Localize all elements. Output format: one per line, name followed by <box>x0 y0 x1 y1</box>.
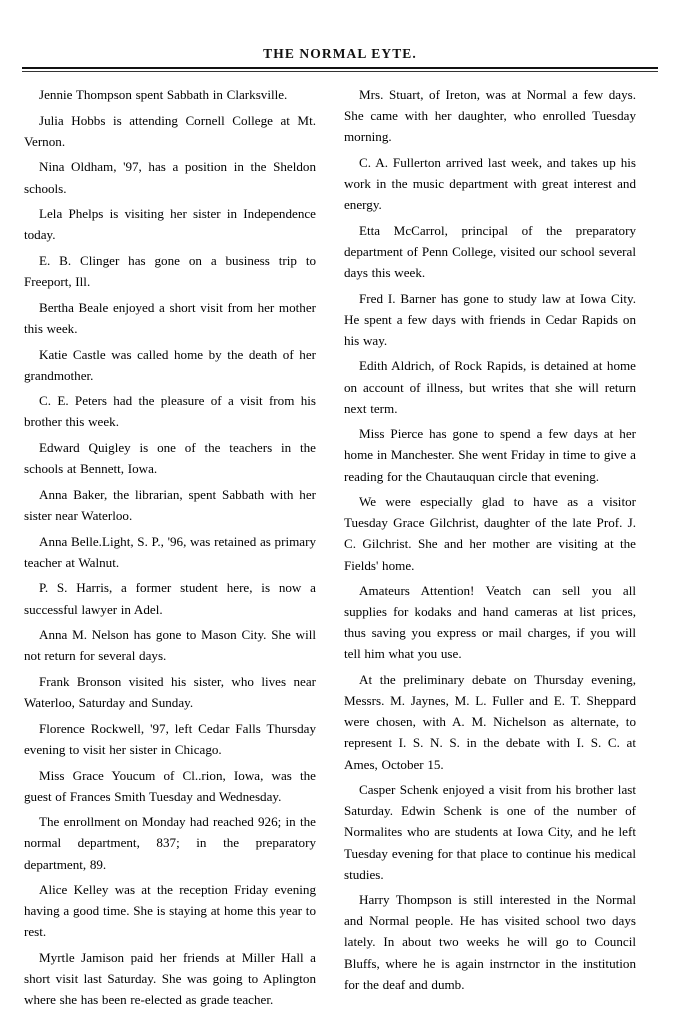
news-brief: At the preliminary debate on Thursday evening, Messrs. M. Jaynes, M. L. Fuller and E. T. Sheppard were chosen, with A. M. Nichelson as alternate, to represent I. S. N. S. in the debate with I. S. C. at Ames, October 15. <box>344 672 636 772</box>
news-brief: E. B. Clinger has gone on a business trip to Freeport, Ill. <box>24 253 316 290</box>
news-brief: P. S. Harris, a former student here, is now a successful lawyer in Adel. <box>24 580 316 617</box>
news-brief: Anna Belle.Light, S. P., '96, was retained as primary teacher at Walnut. <box>24 533 316 570</box>
column-left <box>24 84 330 1010</box>
news-brief: Harry Thompson is still interested in the Normal and Normal people. He has visited school two days lately. In about two weeks he will go to Council Bluffs, where he is again instrnctor in the institution for the deaf and dumb. <box>344 892 636 992</box>
article-columns <box>24 84 656 1010</box>
news-brief: Bertha Beale enjoyed a short visit from her mother this week. <box>24 299 316 336</box>
news-brief: Casper Schenk enjoyed a visit from his brother last Saturday. Edwin Schenk is one of the number of Normalites who are students at Iowa City, and he left Tuesday evening for that place to continue his medical studies. <box>344 782 636 882</box>
news-brief: Miss Pierce has gone to spend a few days at her home in Manchester. She went Friday in time to give a reading for the Chautauquan circle that evening. <box>344 426 636 484</box>
news-brief: Anna Baker, the librarian, spent Sabbath with her sister near Waterloo. <box>24 486 316 524</box>
news-brief: Nina Oldham, '97, has a position in the Sheldon schools. <box>24 159 316 196</box>
news-brief: Edith Aldrich, of Rock Rapids, is detained at home on account of illness, but writes that she will return next term. <box>344 358 636 416</box>
news-brief: Lela Phelps is visiting her sister in Independence today. <box>24 206 316 243</box>
header-rule <box>22 67 658 72</box>
news-brief: C. E. Peters had the pleasure of a visit from his brother this week. <box>24 393 316 430</box>
news-brief: Alice Kelley was at the reception Friday evening having a good time. She is staying at home this year to rest. <box>24 882 316 940</box>
news-brief: Katie Castle was called home by the death of her grandmother. <box>24 346 316 383</box>
news-brief: Amateurs Attention! Veatch can sell you all supplies for kodaks and hand cameras at list prices, thus saving you express or mail charges, if you will tell him what you use. <box>344 583 636 662</box>
page-title: THE NORMAL EYTE. <box>263 46 417 61</box>
news-brief: Florence Rockwell, '97, left Cedar Falls Thursday evening to visit her sister in Chicago. <box>24 720 316 757</box>
news-brief: C. A. Fullerton arrived last week, and takes up his work in the music department with great interest and energy. <box>344 154 636 213</box>
header-rule-thin <box>22 71 658 72</box>
news-brief: Frank Bronson visited his sister, who lives near Waterloo, Saturday and Sunday. <box>24 674 316 711</box>
news-brief: Fred I. Barner has gone to study law at Iowa City. He spent a few days with friends in Cedar Rapids on his way. <box>344 290 636 348</box>
news-brief: Jennie Thompson spent Sabbath in Clarksville. <box>39 86 288 102</box>
news-brief: The enrollment on Monday had reached 926; in the normal department, 837; in the preparatory department, 89. <box>24 814 316 872</box>
news-brief: Edward Quigley is one of the teachers in the schools at Bennett, Iowa. <box>24 440 316 477</box>
news-brief: Mrs. Stuart, of Ireton, was at Normal a few days. She came with her daughter, who enrolled Tuesday morning. <box>344 86 636 145</box>
column-right <box>330 84 636 995</box>
news-brief: We were especially glad to have as a visitor Tuesday Grace Gilchrist, daughter of the late Prof. J. C. Gilchrist. She and her mother are visiting at the Fields' home. <box>344 494 636 573</box>
news-brief: Anna M. Nelson has gone to Mason City. She will not return for several days. <box>24 627 316 664</box>
news-brief: Etta McCarrol, principal of the preparatory department of Penn College, visited our school several days this week. <box>344 222 636 280</box>
news-brief: Miss Grace Youcum of Cl..rion, Iowa, was the guest of Frances Smith Tuesday and Wednesday. <box>24 767 316 804</box>
news-brief: Myrtle Jamison paid her friends at Miller Hall a short visit last Saturday. She was going to Aplington where she has been re-elected as grade teacher. <box>24 950 316 1008</box>
news-brief: Julia Hobbs is attending Cornell College at Mt. Vernon. <box>24 112 316 149</box>
